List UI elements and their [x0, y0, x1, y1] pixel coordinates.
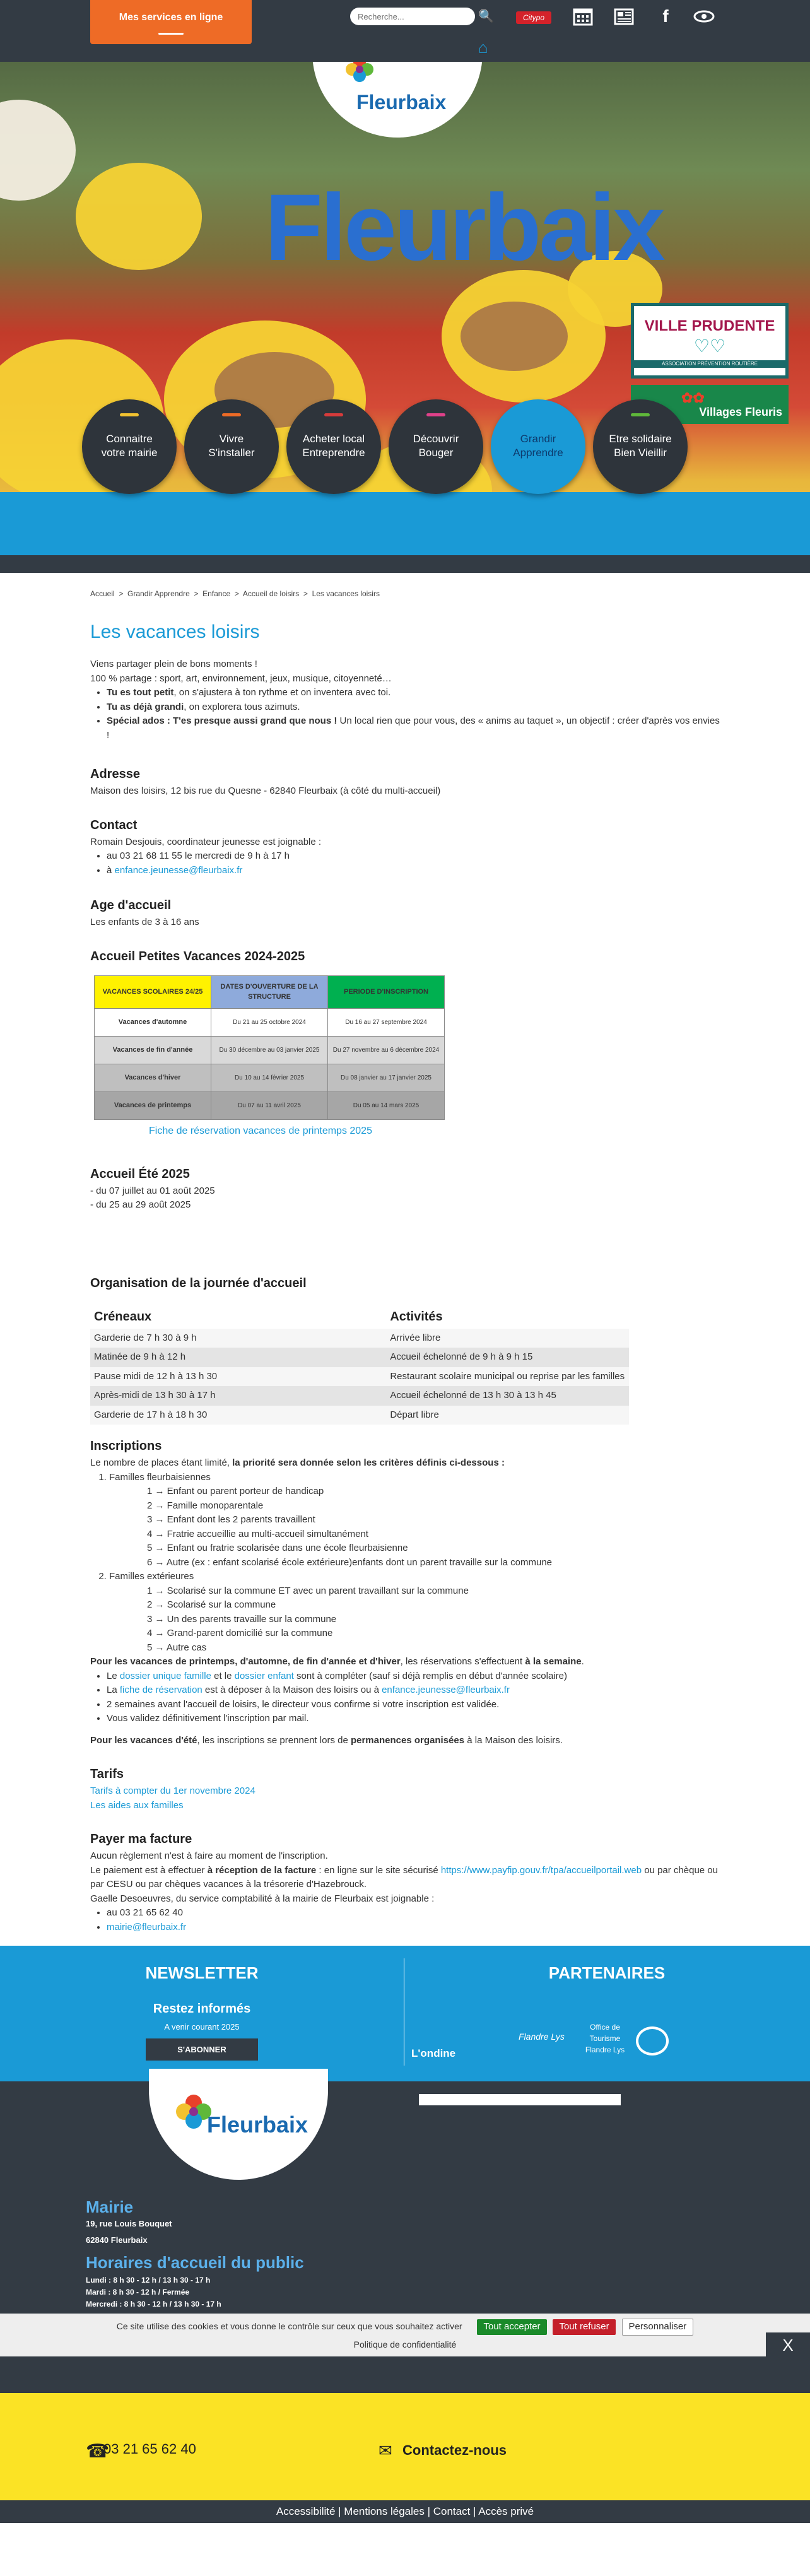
- text: , on s'ajustera à ton rythme et on inventera avec toi.: [173, 687, 391, 698]
- text: est à déposer à la Maison des loisirs ou à: [202, 1685, 382, 1695]
- text: , les inscriptions se prennent lors de: [197, 1734, 351, 1746]
- home-icon[interactable]: ⌂: [478, 38, 488, 57]
- nav-line1: Etre solidaire: [609, 433, 672, 445]
- text: : en ligne sur le site sécurisé: [316, 1864, 441, 1876]
- footer: [0, 2081, 810, 2393]
- list-item: [109, 1471, 720, 1570]
- email-link[interactable]: enfance.jeunesse@fleurbaix.fr: [382, 1685, 510, 1695]
- table-cell: Pause midi de 12 h à 13 h 30: [90, 1367, 386, 1387]
- nav-circle-decouvrir[interactable]: [389, 399, 483, 494]
- intro-list: [90, 686, 720, 743]
- page-title: Les vacances loisirs: [90, 621, 260, 642]
- newsletter-text: A venir courant 2025: [164, 2022, 240, 2032]
- table-cell: Accueil échelonné de 13 h 30 à 13 h 45: [386, 1386, 629, 1406]
- payfip-link[interactable]: https://www.payfip.gouv.fr/tpa/accueilportail.web: [440, 1864, 642, 1876]
- table-cell: Garderie de 7 h 30 à 9 h: [90, 1329, 386, 1348]
- text: Le: [107, 1670, 120, 1681]
- nav-mark: [120, 413, 139, 416]
- list-item: 5 → Enfant ou fratrie scolarisée dans une école fleurbaisienne: [147, 1543, 408, 1553]
- flower-center: [461, 302, 568, 371]
- hearts-icon: ♡♡: [693, 336, 726, 356]
- hours-line: Mercredi : 8 h 30 - 12 h / 13 h 30 - 17 h: [86, 2300, 221, 2308]
- contact-intro: Romain Desjouis, coordinateur jeunesse est joignable :: [90, 836, 322, 847]
- printemps-text: [90, 1655, 720, 1669]
- nav-line2: Apprendre: [513, 447, 563, 459]
- section-title: Inscriptions: [90, 1439, 162, 1453]
- services-label: Mes services en ligne: [119, 12, 223, 23]
- nav-line1: Connaitre: [106, 433, 153, 445]
- bold-text: la priorité sera donnée selon les critères définis ci-dessous :: [232, 1457, 505, 1468]
- list-item: 2 → Scolarisé sur la commune: [147, 1599, 276, 1610]
- customize-button[interactable]: Personnaliser: [622, 2319, 694, 2336]
- intro-text: 100 % partage : sport, art, environnement, jeux, musique, citoyenneté…: [90, 673, 392, 684]
- list-item: 1 → Enfant ou parent porteur de handicap: [147, 1486, 324, 1497]
- legal-bar[interactable]: Accessibilité | Mentions légales | Contact | Accès privé: [0, 2500, 810, 2523]
- nav-line1: Acheter local: [302, 433, 365, 445]
- hero-big-text: Fleurbaix: [265, 174, 663, 280]
- newspaper-icon[interactable]: [611, 6, 636, 26]
- bold-text: Pour les vacances de printemps, d'automne, de fin d'année et d'hiver: [90, 1656, 401, 1667]
- section-title: Accueil Petites Vacances 2024-2025: [90, 949, 305, 963]
- search-input[interactable]: [350, 8, 475, 25]
- address-line: 62840 Fleurbaix: [86, 2235, 148, 2245]
- breadcrumb-link[interactable]: Enfance: [202, 589, 231, 598]
- list-item: 4 → Fratrie accueillie au multi-accueil simultanément: [147, 1528, 368, 1539]
- bold-text: Tu es tout petit: [107, 687, 174, 698]
- list-item: [107, 686, 720, 700]
- ville-prudente-title: VILLE PRUDENTE: [644, 317, 775, 334]
- dossier-famille-link[interactable]: dossier unique famille: [119, 1670, 211, 1681]
- email-link[interactable]: mairie@fleurbaix.fr: [107, 1921, 187, 1932]
- adresse-text: Maison des loisirs, 12 bis rue du Quesne - 62840 Fleurbaix (à côté du multi-accueil): [90, 785, 441, 796]
- table-header-row: [95, 975, 445, 1008]
- section-title: Payer ma facture: [90, 1832, 192, 1846]
- table-header-row: [90, 1305, 629, 1329]
- table-header: Activités: [386, 1305, 629, 1329]
- partner-logo-ondine[interactable]: L'ondine: [411, 2047, 456, 2059]
- cookie-text: Ce site utilise des cookies et vous donne le contrôle sur ceux que vous souhaitez activer: [116, 2321, 462, 2331]
- bold-text: Spécial ados : T'es presque aussi grand que nous !: [107, 715, 338, 726]
- footer-white-bar: [419, 2094, 621, 2105]
- section-title: Age d'accueil: [90, 898, 172, 912]
- nav-circle-solidaire[interactable]: [593, 399, 688, 494]
- table-cell: Du 05 au 14 mars 2025: [328, 1091, 445, 1119]
- table-row: [95, 1008, 445, 1036]
- table-cell: Garderie de 17 h à 18 h 30: [90, 1406, 386, 1425]
- section-title: Accueil Été 2025: [90, 1167, 190, 1181]
- text: Le nombre de places étant limité,: [90, 1457, 233, 1468]
- newsletter-title: NEWSLETTER: [145, 1963, 259, 1982]
- table-header: Créneaux: [90, 1305, 386, 1329]
- table-cell: Du 16 au 27 septembre 2024: [328, 1008, 445, 1036]
- table-row: [90, 1348, 629, 1367]
- payer-text: [90, 1864, 720, 1892]
- breadcrumb-link[interactable]: Accueil de loisirs: [242, 589, 300, 598]
- list-item: [107, 1920, 720, 1935]
- table-cell: Du 21 au 25 octobre 2024: [211, 1008, 328, 1036]
- nav-circle-grandir[interactable]: [491, 399, 585, 494]
- partners-section: [404, 1961, 810, 2059]
- nav-mark: [426, 413, 445, 416]
- list-item: • au 03 21 68 11 55 le mercredi de 9 h à 17 h: [107, 849, 720, 864]
- nav-line2: votre mairie: [101, 447, 158, 459]
- table-row: [95, 1091, 445, 1119]
- hero-banner: [0, 62, 810, 555]
- payer-text: Gaelle Desoeuvres, du service comptabilité à la mairie de Fleurbaix est joignable :: [90, 1893, 435, 1904]
- bold-text: à la semaine: [525, 1656, 582, 1667]
- organisation-table: [90, 1305, 629, 1425]
- text: à: [107, 864, 115, 876]
- contact-link[interactable]: Contactez-nous: [402, 2442, 507, 2458]
- nav-circle-vivre[interactable]: [184, 399, 279, 494]
- hours-line: Mardi : 8 h 30 - 12 h / Fermée: [86, 2288, 190, 2297]
- intro-text: Viens partager plein de bons moments !: [90, 659, 257, 669]
- nav-line1: Grandir: [520, 433, 556, 445]
- section-title: Organisation de la journée d'accueil: [90, 1276, 307, 1290]
- list-item: 2 → Famille monoparentale: [147, 1500, 264, 1511]
- ville-prudente-badge: [631, 303, 789, 379]
- list-item: 3 → Enfant dont les 2 parents travaillent: [147, 1514, 315, 1525]
- horaires-title: Horaires d'accueil du public: [86, 2253, 304, 2272]
- flower-icon: ✿✿: [681, 390, 705, 406]
- steps-list: [90, 1669, 720, 1726]
- criteria-list: [109, 1485, 720, 1570]
- mail-icon: ✉: [379, 2441, 392, 2460]
- section-title: Adresse: [90, 767, 140, 781]
- list-item: [107, 714, 720, 743]
- hero-blue-band: [0, 492, 810, 555]
- breadcrumb-link[interactable]: Accueil: [90, 589, 115, 598]
- dark-stripe: [0, 555, 810, 573]
- age-text: Les enfants de 3 à 16 ans: [90, 917, 199, 927]
- list-item: 1 → Scolarisé sur la commune ET avec un parent travaillant sur la commune: [147, 1585, 469, 1596]
- partner-logo-office-tourisme[interactable]: Office de Tourisme Flandre Lys: [585, 2023, 625, 2054]
- breadcrumb-link[interactable]: Grandir Apprendre: [127, 589, 190, 598]
- text: Familles fleurbaisiennes: [109, 1471, 211, 1483]
- hours-list: [86, 2274, 221, 2310]
- nav-line1: Découvrir: [413, 433, 459, 445]
- table-cell: Départ libre: [386, 1406, 629, 1425]
- mairie-title: Mairie: [86, 2197, 134, 2216]
- cookie-close-button[interactable]: X: [766, 2332, 810, 2358]
- list-item: • Vous validez définitivement l'inscription par mail.: [107, 1712, 720, 1726]
- table-row: [95, 1036, 445, 1064]
- newsletter-partners-block: [0, 1946, 810, 2081]
- table-cell: Vacances de printemps: [95, 1091, 211, 1119]
- table-cell: Matinée de 9 h à 12 h: [90, 1348, 386, 1367]
- vacances-table: [94, 975, 445, 1120]
- ete-line: - du 07 juillet au 01 août 2025: [90, 1185, 215, 1196]
- table-row: [90, 1329, 629, 1348]
- table-header: PERIODE D'INSCRIPTION: [328, 975, 445, 1008]
- dossier-enfant-link[interactable]: dossier enfant: [234, 1670, 294, 1681]
- list-item: [109, 1570, 720, 1655]
- table-cell: Du 27 novembre au 6 décembre 2024: [328, 1036, 445, 1064]
- table-cell: Accueil échelonné de 9 h à 9 h 15: [386, 1348, 629, 1367]
- table-cell: Du 08 janvier au 17 janvier 2025: [328, 1064, 445, 1091]
- text: Un local rien que pour vous, des « anims au taquet », un objectif : créer d'après vos envies !: [107, 715, 720, 741]
- table-row: [90, 1406, 629, 1425]
- calendar-icon[interactable]: [570, 6, 596, 26]
- list-item: [107, 1669, 720, 1684]
- subscribe-button[interactable]: S'ABONNER: [146, 2038, 258, 2061]
- list-item: • 2 semaines avant l'accueil de loisirs, le directeur vous confirme si votre inscription est validée.: [107, 1698, 720, 1712]
- list-item: [107, 864, 720, 878]
- bold-text: à réception de la facture: [207, 1864, 317, 1876]
- villes-fleuris-label: Villages Fleuris: [699, 406, 782, 418]
- table-cell: Vacances d'automne: [95, 1008, 211, 1036]
- criteria-list: [109, 1584, 720, 1656]
- facebook-icon[interactable]: f: [662, 6, 669, 26]
- phone-icon: ☎: [86, 2441, 110, 2462]
- list-item: 6 → Autre (ex : enfant scolarisé école extérieure)enfants dont un parent travaille sur la commune: [147, 1556, 553, 1568]
- privacy-policy-link[interactable]: Politique de confidentialité: [353, 2339, 457, 2350]
- text: sont à compléter (sauf si déjà remplis en début d'année scolaire): [293, 1670, 567, 1681]
- accept-all-button[interactable]: Tout accepter: [477, 2319, 546, 2335]
- logo-flower-icon: [341, 62, 379, 88]
- nav-line2: S'installer: [208, 447, 255, 459]
- bold-text: permanences organisées: [350, 1734, 465, 1746]
- fiche-link[interactable]: fiche de réservation: [119, 1685, 202, 1695]
- table-header: DATES D'OUVERTURE DE LA STRUCTURE: [211, 975, 328, 1008]
- nav-mark: [631, 413, 650, 416]
- table-cell: Arrivée libre: [386, 1329, 629, 1348]
- ville-prudente-sub: ASSOCIATION PRÉVENTION ROUTIÈRE: [634, 360, 785, 368]
- phone-number[interactable]: 03 21 65 62 40: [103, 2441, 196, 2457]
- ete-insc-text: [90, 1734, 720, 1748]
- main-content: [0, 588, 810, 1934]
- table-cell: Restaurant scolaire municipal ou reprise par les familles: [386, 1367, 629, 1387]
- table-cell: Vacances d'hiver: [95, 1064, 211, 1091]
- familles-list: [90, 1471, 720, 1656]
- bold-text: Tu as déjà grandi: [107, 701, 184, 712]
- insc-intro: [90, 1456, 720, 1471]
- refuse-all-button[interactable]: Tout refuser: [553, 2319, 615, 2335]
- table-cell: Du 30 décembre au 03 janvier 2025: [211, 1036, 328, 1064]
- contact-list: [90, 849, 720, 878]
- contact-bar: [0, 2393, 810, 2500]
- nav-mark: [529, 413, 548, 416]
- text: à la Maison des loisirs.: [464, 1734, 563, 1746]
- services-bar: [158, 33, 184, 35]
- text: .: [581, 1656, 584, 1667]
- search-icon[interactable]: 🔍: [478, 9, 494, 23]
- fiche-reservation-link[interactable]: Fiche de réservation vacances de printemps 2025: [149, 1125, 372, 1136]
- newsletter-section: [0, 1961, 404, 2061]
- partners-title: PARTENAIRES: [548, 1963, 666, 1982]
- nav-circle-mairie[interactable]: [82, 399, 177, 494]
- text: Familles extérieures: [109, 1571, 194, 1582]
- nav-line2: Entreprendre: [302, 447, 365, 459]
- top-bar: [0, 0, 810, 62]
- table-cell: Du 10 au 14 février 2025: [211, 1064, 328, 1091]
- list-item: [107, 1683, 720, 1698]
- breadcrumb-current: Les vacances loisirs: [312, 589, 380, 598]
- tarifs-link[interactable]: Tarifs à compter du 1er novembre 2024: [90, 1785, 255, 1796]
- flower-decoration: [0, 100, 76, 201]
- list-item: [107, 700, 720, 715]
- eye-icon[interactable]: [691, 6, 717, 26]
- text: La: [107, 1685, 120, 1695]
- nav-mark: [324, 413, 343, 416]
- partner-logo-icon[interactable]: [636, 2026, 669, 2056]
- ete-line: - du 25 au 29 août 2025: [90, 1199, 191, 1210]
- logo-text: Fleurbaix: [356, 91, 447, 114]
- table-cell: Du 07 au 11 avril 2025: [211, 1091, 328, 1119]
- list-item: 4 → Grand-parent domicilié sur la commune: [147, 1628, 333, 1638]
- table-header: VACANCES SCOLAIRES 24/25: [95, 975, 211, 1008]
- citypo-icon[interactable]: Citypo: [516, 11, 551, 24]
- footer-logo-text: Fleurbaix: [207, 2112, 308, 2138]
- table-row: [90, 1367, 629, 1387]
- text: , on explorera tous azimuts.: [184, 701, 300, 712]
- text: ou par chèque ou par CESU ou par chèques vacances à la trésorerie d'Hazebrouck.: [90, 1864, 718, 1890]
- nav-line2: Bien Vieillir: [614, 447, 667, 459]
- aides-link[interactable]: Les aides aux familles: [90, 1799, 184, 1811]
- list-item: 3 → Un des parents travaille sur la commune: [147, 1613, 337, 1625]
- hours-line: Lundi : 8 h 30 - 12 h / 13 h 30 - 17 h: [86, 2276, 211, 2285]
- list-item: • au 03 21 65 62 40: [107, 1906, 720, 1920]
- flower-decoration: [76, 163, 202, 270]
- table-row: [90, 1386, 629, 1406]
- text: Le paiement est à effectuer: [90, 1864, 208, 1876]
- bold-text: Pour les vacances d'été: [90, 1734, 197, 1746]
- email-link[interactable]: enfance.jeunesse@fleurbaix.fr: [114, 864, 243, 876]
- nav-line2: Bouger: [418, 447, 454, 459]
- newsletter-subtitle: Restez informés: [153, 2002, 251, 2016]
- nav-circle-acheter[interactable]: [286, 399, 381, 494]
- section-title: Contact: [90, 818, 138, 832]
- nav-mark: [222, 413, 241, 416]
- text: et le: [211, 1670, 235, 1681]
- payer-list: [90, 1906, 720, 1934]
- text: , les réservations s'effectuent: [400, 1656, 525, 1667]
- table-cell: Vacances de fin d'année: [95, 1036, 211, 1064]
- payer-text: Aucun règlement n'est à faire au moment de l'inscription.: [90, 1850, 328, 1861]
- partner-logo-flandre-lys[interactable]: Flandre Lys: [519, 2032, 565, 2042]
- nav-line1: Vivre: [219, 433, 244, 445]
- section-title: Tarifs: [90, 1767, 124, 1781]
- table-row: [95, 1064, 445, 1091]
- services-button[interactable]: [90, 0, 252, 44]
- cookie-banner: [0, 2314, 810, 2356]
- address-line: 19, rue Louis Bouquet: [86, 2219, 172, 2228]
- table-cell: Après-midi de 13 h 30 à 17 h: [90, 1386, 386, 1406]
- list-item: 5 → Autre cas: [147, 1642, 207, 1653]
- breadcrumb: Accueil > Grandir Apprendre > Enfance > Accueil de loisirs > Les vacances loisirs: [90, 589, 380, 598]
